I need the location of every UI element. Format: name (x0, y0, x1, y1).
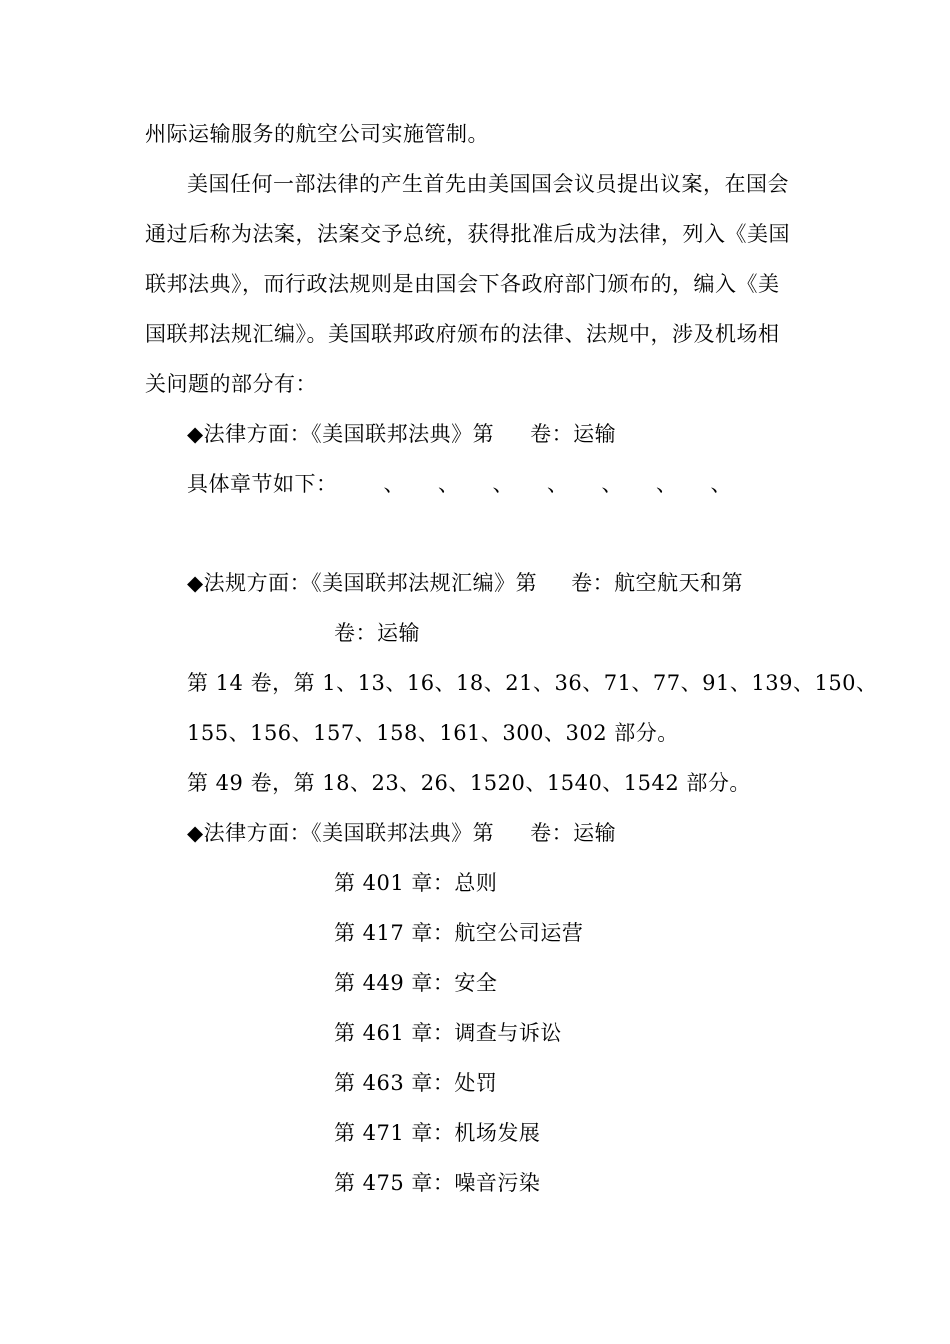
paragraph-line: 联邦法典》，而行政法规则是由国会下各政府部门颁布的，编入《美 (145, 272, 780, 296)
paragraph-line: 国联邦法规汇编》。美国联邦政府颁布的法律、法规中，涉及机场相 (145, 322, 780, 346)
chapters-intro-label: 具体章节如下： (187, 472, 338, 496)
law-section-text-a: ◆法律方面：《美国联邦法典》第 (187, 422, 495, 446)
law-section-text-b: 卷：运输 (530, 422, 617, 446)
separator: 、 (710, 472, 732, 496)
chapter-item: 第 471 章：机场发展 (334, 1121, 541, 1145)
chapter-item: 第 449 章：安全 (334, 971, 498, 995)
law-section-text-b: 卷：运输 (530, 821, 617, 845)
chapter-item: 第 401 章：总则 (334, 871, 498, 895)
law-section-heading (187, 818, 616, 848)
chapter-item: 第 461 章：调查与诉讼 (334, 1021, 562, 1045)
paragraph-line: 美国任何一部法律的产生首先由美国国会议员提出议案，在国会 (187, 172, 789, 196)
paragraph-line: 关问题的部分有： (145, 372, 317, 396)
volume-14-line: 155、156、157、158、161、300、302 部分。 (187, 721, 679, 745)
chapter-item: 第 463 章：处罚 (334, 1071, 498, 1095)
paragraph-line: 通过后称为法案，法案交予总统，获得批准后成为法律，列入《美国 (145, 222, 790, 246)
regulation-section-continuation: 卷：运输 (334, 621, 420, 645)
chapters-intro (187, 469, 732, 499)
regulation-section-heading (187, 568, 743, 598)
separator: 、 (492, 472, 514, 496)
law-section-heading (187, 419, 616, 449)
separator: 、 (656, 472, 678, 496)
regulation-section-text-a: ◆法规方面：《美国联邦法规汇编》第 (187, 571, 538, 595)
regulation-section-text-b: 卷：航空航天和第 (571, 571, 744, 595)
paragraph-line: 州际运输服务的航空公司实施管制。 (145, 122, 489, 146)
volume-14-line: 第 14 卷，第 1、13、16、18、21、36、71、77、91、139、150、 (187, 671, 878, 695)
separator: 、 (383, 472, 405, 496)
separator: 、 (547, 472, 569, 496)
law-section-text-a: ◆法律方面：《美国联邦法典》第 (187, 821, 495, 845)
separator: 、 (601, 472, 623, 496)
chapter-item: 第 417 章：航空公司运营 (334, 921, 584, 945)
volume-49-line: 第 49 卷，第 18、23、26、1520、1540、1542 部分。 (187, 771, 751, 795)
separator: 、 (438, 472, 460, 496)
chapter-item: 第 475 章：噪音污染 (334, 1171, 541, 1195)
